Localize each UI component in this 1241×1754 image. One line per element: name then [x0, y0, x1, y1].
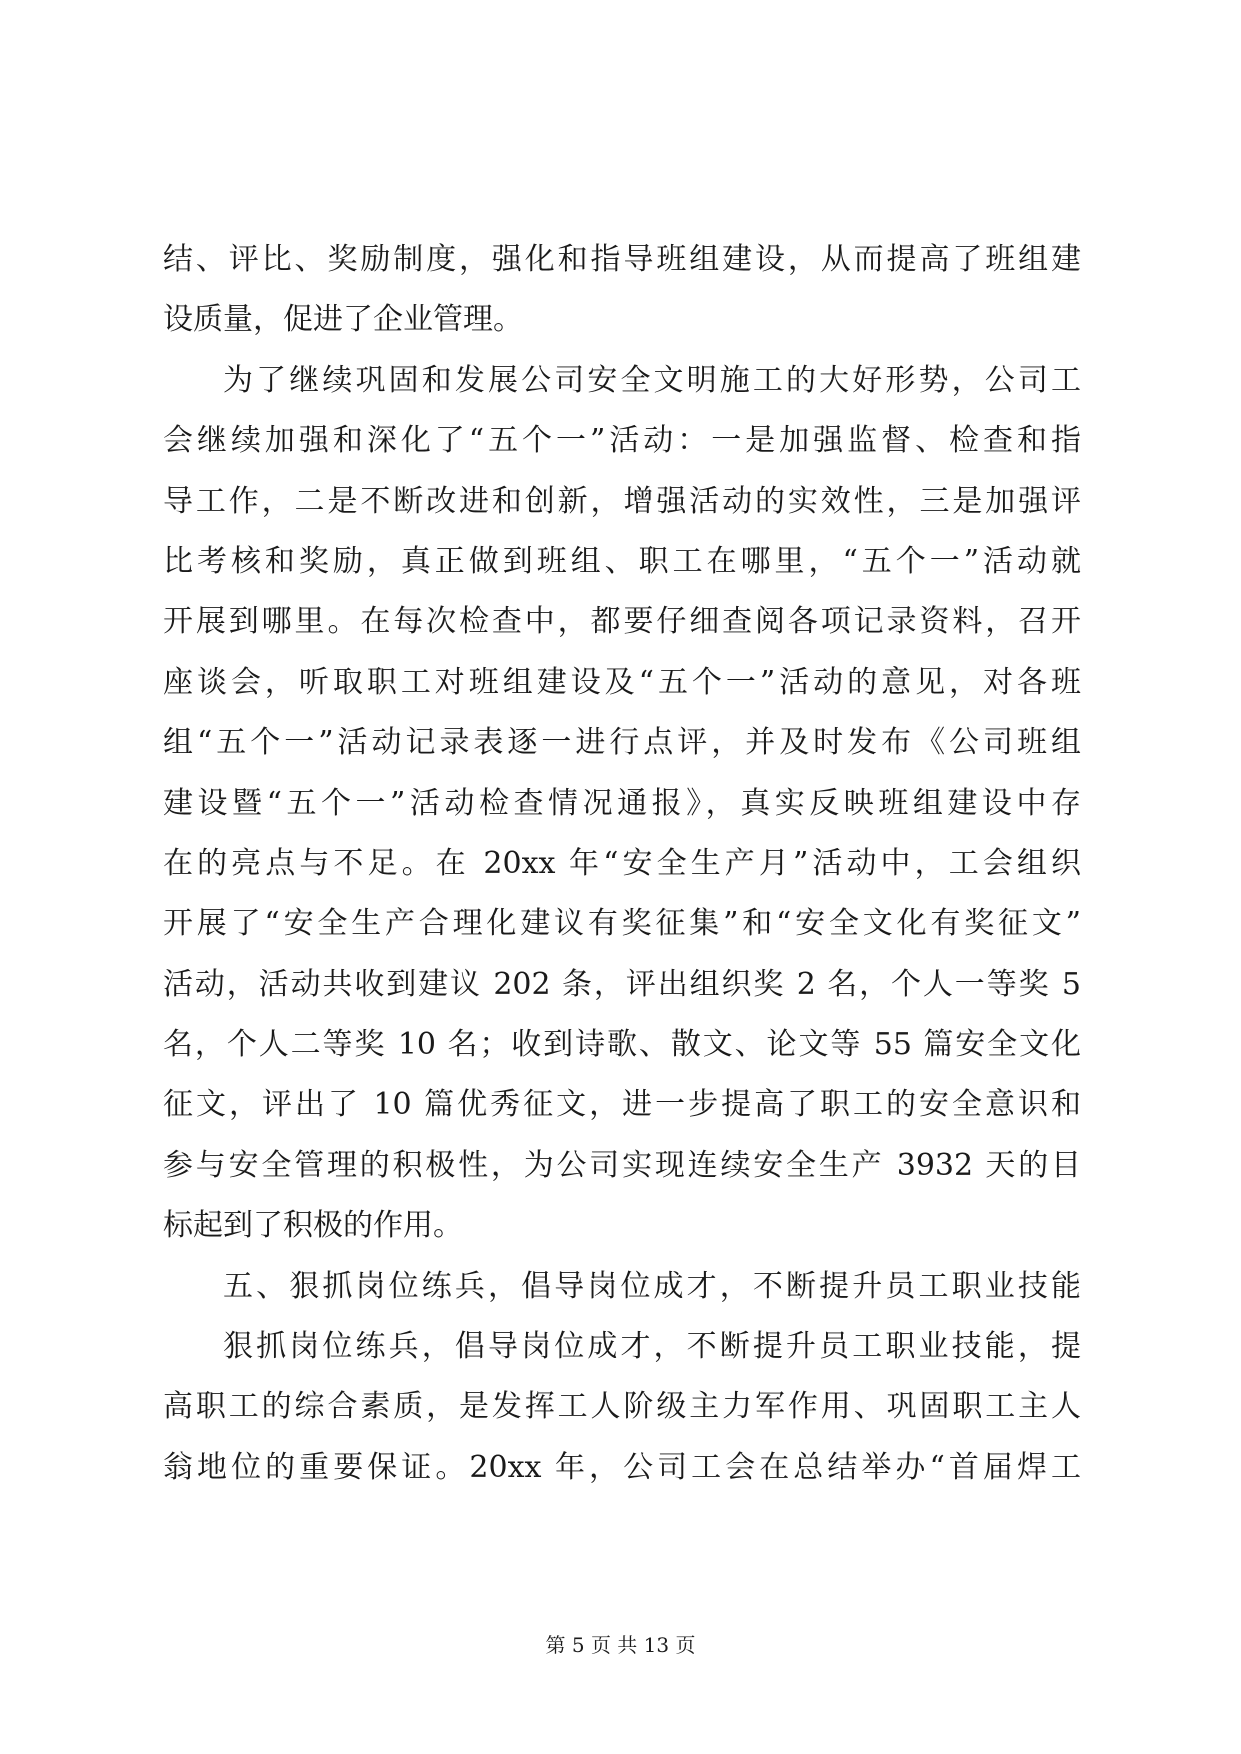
text-line: 征文，评出了 10 篇优秀征文，进一步提高了职工的安全意识和: [163, 1087, 1081, 1123]
text-line: 活动，活动共收到建议 202 条，评出组织奖 2 名，个人一等奖 5: [163, 966, 1081, 1002]
text-line: 在的亮点与不足。在 20xx 年“安全生产月”活动中，工会组织: [163, 845, 1081, 881]
text-line: 为了继续巩固和发展公司安全文明施工的大好形势，公司工: [223, 362, 1081, 398]
text-line: 建设暨“五个一”活动检查情况通报》，真实反映班组建设中存: [163, 785, 1081, 821]
text-line: 比考核和奖励，真正做到班组、职工在哪里，“五个一”活动就: [163, 543, 1081, 579]
text-line: 参与安全管理的积极性，为公司实现连续安全生产 3932 天的目: [163, 1147, 1081, 1183]
text-line: 导工作，二是不断改进和创新，增强活动的实效性，三是加强评: [163, 483, 1081, 519]
text-line: 会继续加强和深化了“五个一”活动：一是加强监督、检查和指: [163, 423, 1081, 459]
text-line: 组“五个一”活动记录表逐一进行点评，并及时发布《公司班组: [163, 725, 1081, 761]
body-text: [163, 230, 1081, 1498]
text-line: 标起到了积极的作用。: [163, 1208, 463, 1244]
text-line: 结、评比、奖励制度，强化和指导班组建设，从而提高了班组建: [163, 242, 1081, 277]
text-line: 翁地位的重要保证。20xx 年，公司工会在总结举办“首届焊工: [163, 1449, 1081, 1485]
text-line: 座谈会，听取职工对班组建设及“五个一”活动的意见，对各班: [163, 664, 1081, 700]
page-footer: 第 5 页 共 13 页: [545, 1633, 696, 1657]
text-line: 狠抓岗位练兵，倡导岗位成才，不断提升员工职业技能，提: [223, 1329, 1081, 1365]
text-line: 开展了“安全生产合理化建议有奖征集”和“安全文化有奖征文”: [163, 906, 1081, 942]
text-line: 开展到哪里。在每次检查中，都要仔细查阅各项记录资料，召开: [163, 604, 1081, 640]
text-line: 高职工的综合素质，是发挥工人阶级主力军作用、巩固职工主人: [163, 1389, 1081, 1425]
text-line: 设质量，促进了企业管理。: [163, 302, 523, 338]
text-line: 名，个人二等奖 10 名；收到诗歌、散文、论文等 55 篇安全文化: [163, 1027, 1081, 1063]
section-heading: 五、狠抓岗位练兵，倡导岗位成才，不断提升员工职业技能: [223, 1268, 1081, 1304]
